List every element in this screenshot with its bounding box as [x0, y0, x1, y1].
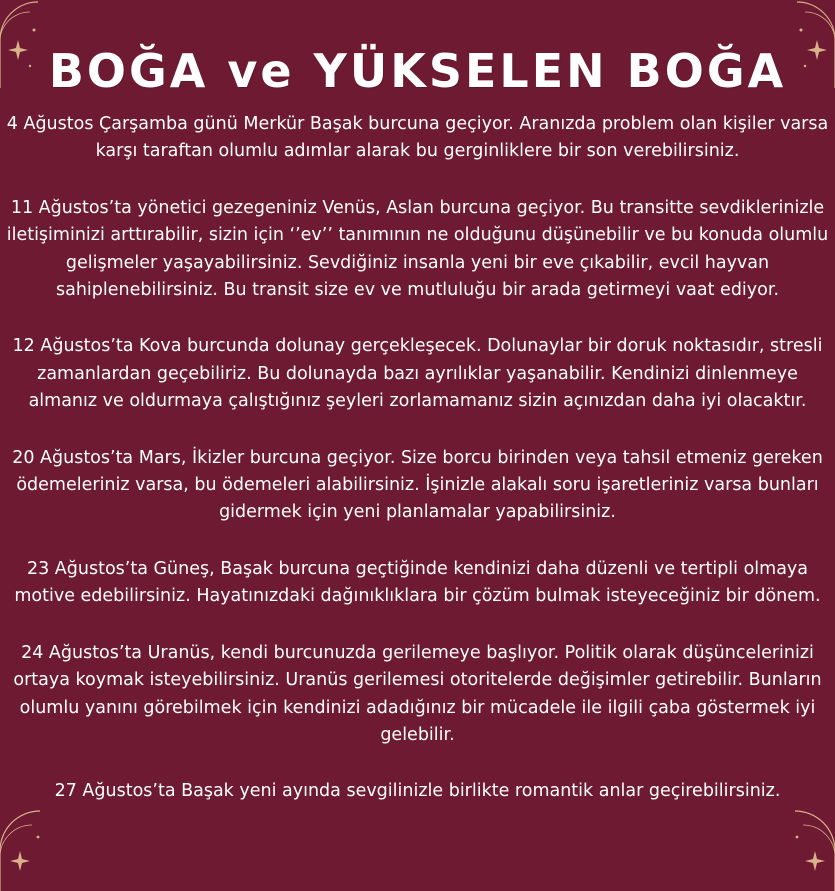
corner-ornament-icon [0, 801, 60, 891]
article-body [6, 111, 829, 806]
paragraph-aug-23: 23 Ağustos’ta Güneş, Başak burcuna geçtiğinde kendinizi daha düzenli ve tertipli olmaya motive edebilirsiniz. Hayatınızdaki dağınıklıklara bir çözüm bulmak isteyeceğiniz bir dönem. [14, 558, 821, 607]
paragraph-aug-27: 27 Ağustos’ta Başak yeni ayında sevgilinizle birlikte romantik anlar geçirebilirsiniz. [54, 781, 781, 802]
paragraph-aug-12: 12 Ağustos’ta Kova burcunda dolunay gerçekleşecek. Dolunaylar bir doruk noktasıdır, stresli zamanlardan geçebiliriz. Bu dolunayda bazı ayrılıklar yaşanabilir. Kendinizi dinlenmeye almanız ve oldurmaya çalıştığınız şeyleri zorlamamanız sizin açınızdan daha iyi olacaktır. [12, 336, 823, 412]
paragraph-aug-4: 4 Ağustos Çarşamba günü Merkür Başak burcuna geçiyor. Aranızda problem olan kişiler varsa karşı taraftan olumlu adımlar alarak bu gerginliklere bir son verebilirsiniz. [6, 114, 829, 162]
paragraph-aug-20: 20 Ağustos’ta Mars, İkizler burcuna geçiyor. Size borcu birinden veya tahsil etmeniz gereken ödemeleriniz varsa, bu ödemeleri alabilirsiniz. İşinizle alakalı soru işaretleriniz varsa bunları gidermek için yeni planlamalar yapabilirsiniz. [12, 447, 823, 523]
corner-ornament-icon [775, 801, 835, 891]
paragraph-aug-11: 11 Ağustos’ta yönetici gezegeniniz Venüs, Aslan burcuna geçiyor. Bu transitte sevdiklerinizle iletişiminizi arttırabilir, sizin için ‘’ev’’ tanımının ne olduğunu düşünebilir ve bu konuda olumlu gelişmeler yaşayabilirsiniz. Sevdiğiniz insanla yeni bir eve çıkabilir, evcil hayvan sahiplenebilirsiniz. Bu transit size ev ve mutluluğu bir arada getirmeyi vaat ediyor. [6, 197, 829, 301]
page-title: BOĞA ve YÜKSELEN BOĞA [48, 43, 787, 98]
paragraph-aug-24: 24 Ağustos’ta Uranüs, kendi burcunuzda gerilemeye başlıyor. Politik olarak düşüncelerinizi ortaya koymak isteyebilirsiniz. Uranüs gerilemesi otoritelerde değişimler getirebilir. Bunların olumlu yanını görebilmek için kendinizi adadığınız bir mücadele ile ilgili çaba göstermek iyi gelebilir. [13, 642, 822, 745]
